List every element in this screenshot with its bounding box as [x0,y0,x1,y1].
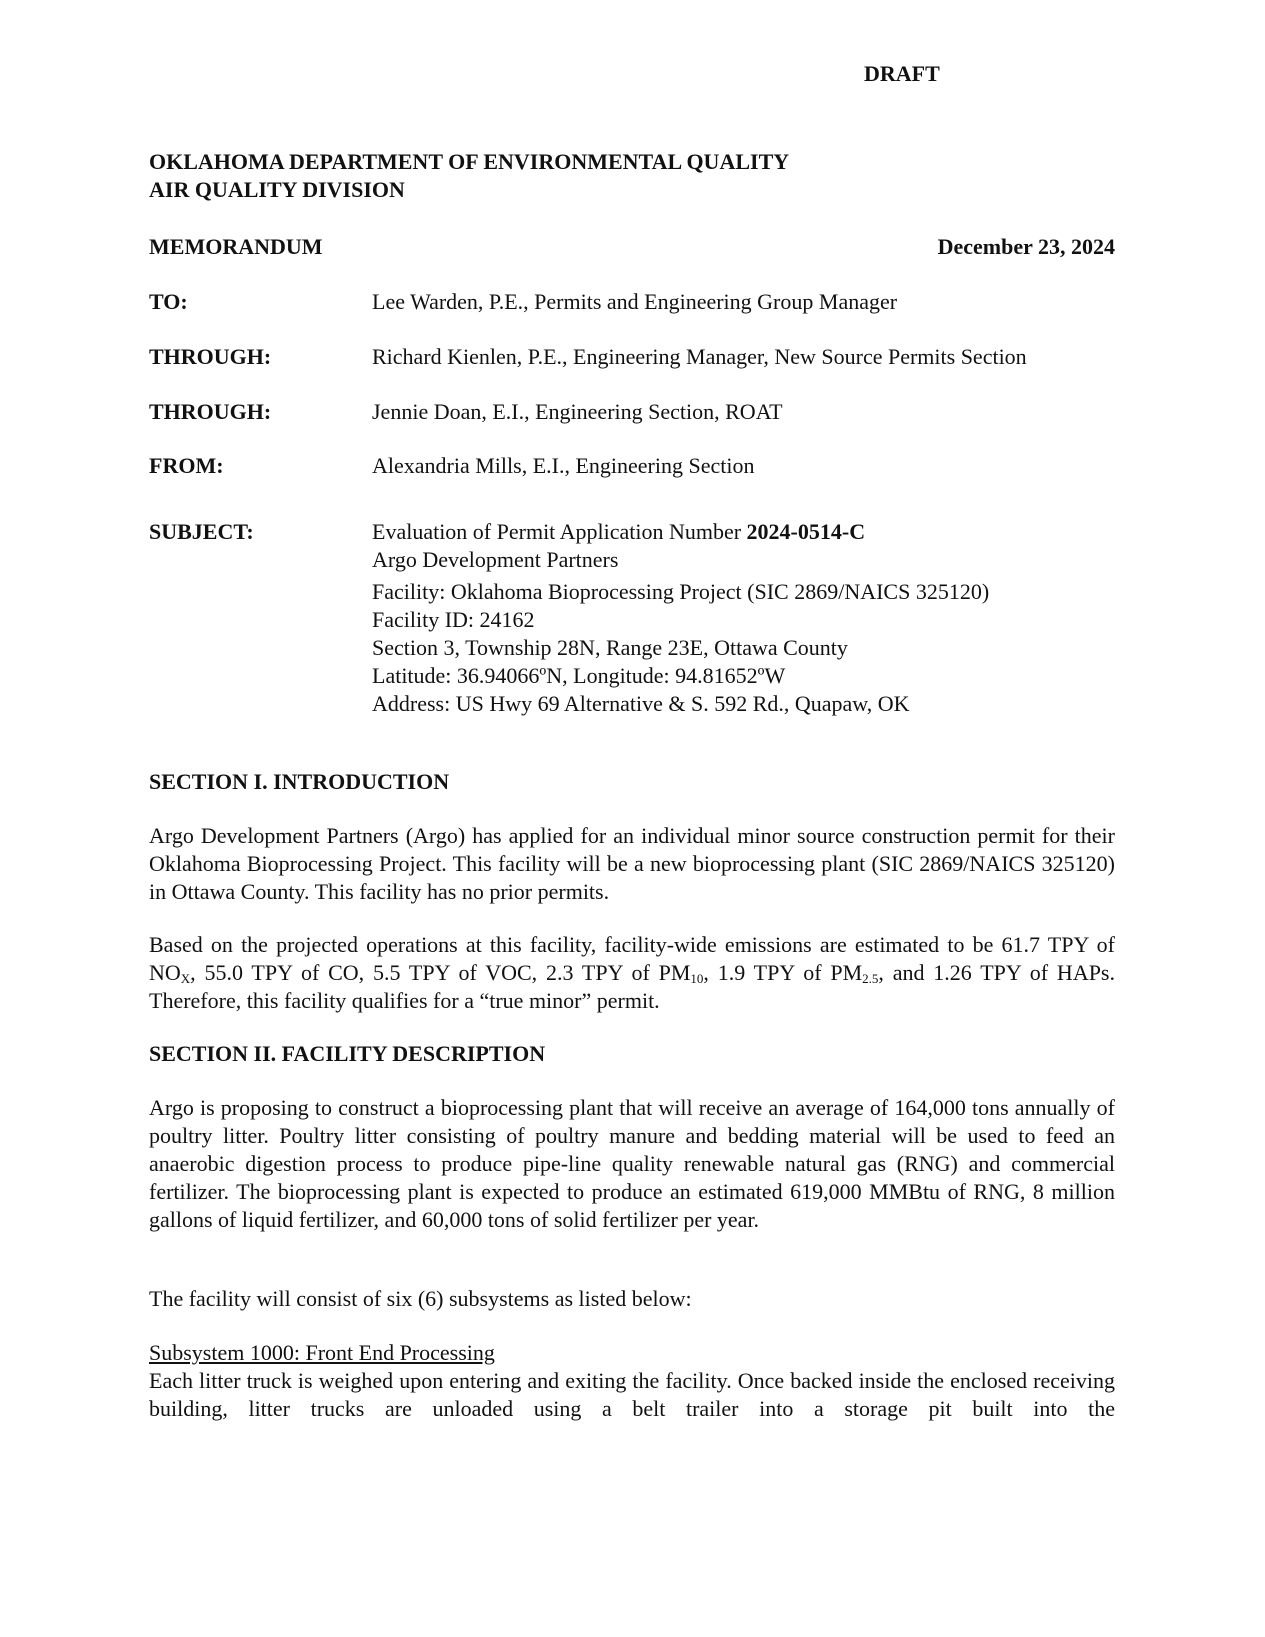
subsystem-1000-text: Each litter truck is weighed upon entering and exiting the facility. Once backed inside the enclosed receiving building, litter trucks are unloaded using a belt trailer into a storage pit built into the [149,1368,1115,1421]
memo-label: MEMORANDUM [149,234,323,259]
subject-details [372,518,989,718]
memo-date: December 23, 2024 [937,234,1115,259]
emissions-text-c: , 1.9 TPY of PM [703,960,863,985]
section-2-paragraph-1: Argo is proposing to construct a bioprocessing plant that will receive an average of 164,000 tons annually of poultry litter. Poultry litter consisting of poultry manure and bedding material will be used to feed an anaerobic digestion process to produce pipe-line quality renewable natural gas (RNG) and commercial fertilizer. The bioprocessing plant is expected to produce an estimated 619,000 MMBtu of RNG, 8 million gallons of liquid fertilizer, and 60,000 tons of solid fertilizer per year. [149,1095,1115,1232]
to-value: Lee Warden, P.E., Permits and Engineering Group Manager [372,289,898,314]
subject-facility: Facility: Oklahoma Bioprocessing Project (SIC 2869/NAICS 325120) [372,579,990,604]
memo-header-row [149,233,1115,261]
subject-eval-line [372,518,989,546]
subject-label: SUBJECT: [149,519,254,544]
permit-number: 2024-0514-C [746,519,866,544]
through-label-1: THROUGH: [149,344,272,369]
through-value-1: Richard Kienlen, P.E., Engineering Manager, New Source Permits Section [372,344,1027,369]
draft-label: DRAFT [864,61,940,86]
division-name: AIR QUALITY DIVISION [149,177,405,202]
section-1-heading: SECTION I. INTRODUCTION [149,769,450,794]
subsystem-1000-heading: Subsystem 1000: Front End Processing [149,1340,495,1365]
subject-location: Section 3, Township 28N, Range 23E, Ottawa County [372,635,848,660]
nox-subscript: X [180,971,191,986]
through-label-2: THROUGH: [149,399,272,424]
subject-address: Address: US Hwy 69 Alternative & S. 592 Rd., Quapaw, OK [372,691,910,716]
pm25-subscript: 2.5 [862,971,879,986]
agency-name: OKLAHOMA DEPARTMENT OF ENVIRONMENTAL QUALITY [149,149,790,174]
subject-applicant: Argo Development Partners [372,547,619,572]
subject-eval-prefix: Evaluation of Permit Application Number [372,519,747,544]
from-value: Alexandria Mills, E.I., Engineering Section [372,453,755,478]
through-value-2: Jennie Doan, E.I., Engineering Section, ROAT [372,399,783,424]
section-1-paragraph-2 [149,931,1115,1015]
agency-header [149,148,789,204]
emissions-text-a: Based on the projected operations at this facility, facility-wide emissions are estimated to be 61.7 TPY of NO [149,932,1115,985]
pm10-subscript: 10 [690,971,704,986]
to-label: TO: [149,289,188,314]
emissions-text-d: , and 1.26 TPY of HAPs. Therefore, this facility qualifies for a “true minor” permit. [149,960,1115,1013]
from-label: FROM: [149,453,224,478]
subject-coords: Latitude: 36.94066ºN, Longitude: 94.81652ºW [372,663,786,688]
section-2-paragraph-2: The facility will consist of six (6) subsystems as listed below: [149,1286,692,1311]
section-2-heading: SECTION II. FACILITY DESCRIPTION [149,1041,546,1066]
subject-facility-id: Facility ID: 24162 [372,607,535,632]
section-1-paragraph-1: Argo Development Partners (Argo) has applied for an individual minor source construction permit for their Oklahoma Bioprocessing Project. This facility will be a new bioprocessing plant (SIC 2869/NAICS 325120) in Ottawa County. This facility has no prior permits. [149,823,1115,904]
emissions-text-b: , 55.0 TPY of CO, 5.5 TPY of VOC, 2.3 TPY of PM [190,960,691,985]
